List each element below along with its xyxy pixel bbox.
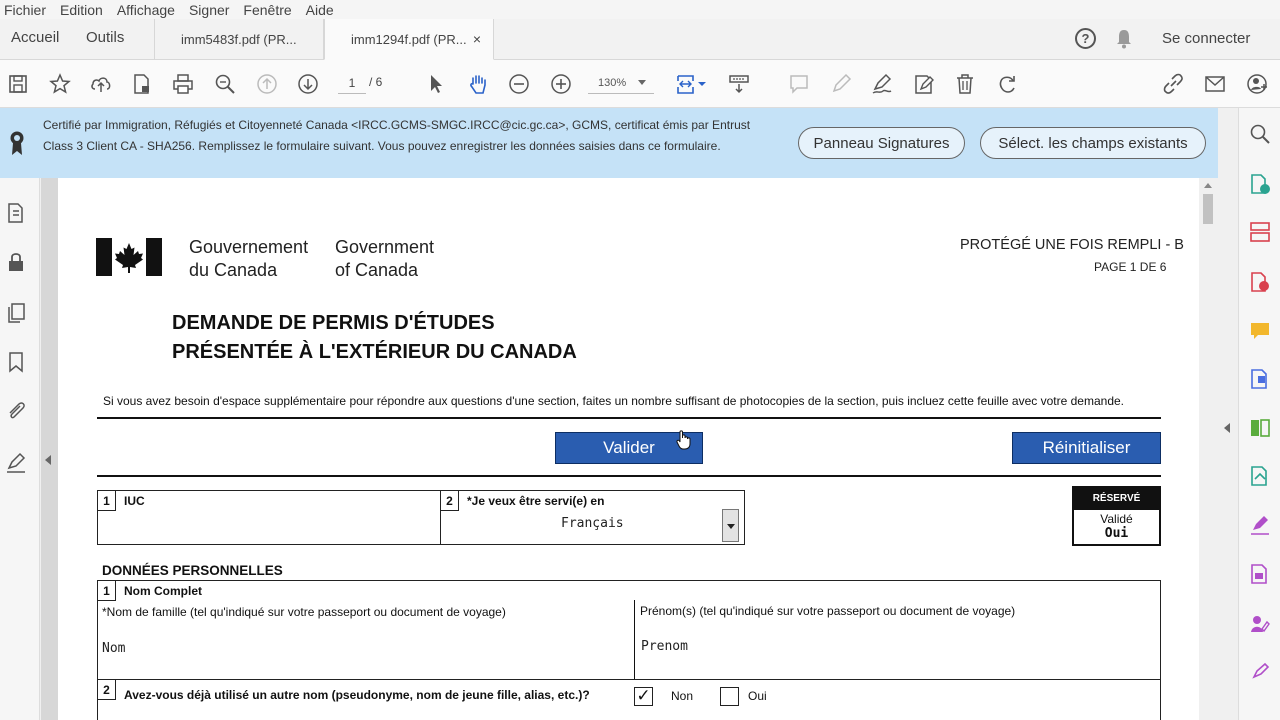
scroll-up-icon[interactable] (1204, 183, 1212, 188)
tab-document-2-label: imm1294f.pdf (PR... (351, 31, 467, 47)
yes-label: Oui (748, 689, 767, 703)
hand-cursor-icon (676, 430, 692, 450)
select-existing-fields-button[interactable]: Sélect. les champs existants (980, 127, 1206, 159)
menu-window[interactable]: Fenêtre (243, 1, 292, 18)
signature-panel-button[interactable]: Panneau Signatures (798, 127, 965, 159)
surname-input[interactable]: Nom (102, 641, 126, 656)
service-language-label: *Je veux être servi(e) en (467, 494, 605, 508)
tab-document-1-label: imm5483f.pdf (PR... (181, 32, 297, 47)
bookmark-icon[interactable] (5, 351, 27, 373)
mail-icon[interactable] (1203, 72, 1227, 96)
menu-file[interactable]: Fichier (4, 1, 47, 18)
government-name-fr (189, 236, 308, 282)
menu-help[interactable]: Aide (305, 1, 334, 18)
tab-bar (0, 19, 1280, 60)
menu-view[interactable]: Affichage (116, 1, 175, 18)
hand-tool-icon[interactable] (466, 72, 490, 96)
page-thumbnails-icon[interactable] (5, 302, 27, 324)
star-icon[interactable] (48, 72, 72, 96)
scroll-mode-icon[interactable] (727, 72, 751, 96)
reserved-heading: RÉSERVÉ (1074, 488, 1159, 510)
full-name-label: Nom Complet (124, 584, 202, 598)
compare-files-icon[interactable] (1249, 417, 1271, 439)
section-heading-personal: DONNÉES PERSONNELLES (102, 563, 283, 578)
next-page-icon[interactable] (296, 72, 320, 96)
other-name-question: Avez-vous déjà utilisé un autre nom (pseudonyme, nom de jeune fille, alias, etc.)? (124, 688, 590, 702)
zoom-in-icon[interactable] (549, 72, 573, 96)
rotate-icon[interactable] (995, 72, 1019, 96)
language-dropdown-button[interactable] (722, 509, 739, 542)
gov-fr-line2: du Canada (189, 260, 278, 280)
field-number: 2 (98, 680, 116, 700)
no-checkbox[interactable]: ✓ (634, 687, 653, 706)
chevron-down-icon[interactable] (697, 72, 707, 96)
close-tab-icon[interactable]: × (472, 31, 481, 47)
certificate-bar (0, 108, 1218, 178)
previous-page-icon[interactable] (255, 72, 279, 96)
certificate-message: Certifié par Immigration, Réfugiés et Citoyenneté Canada <IRCC.GCMS-SMGC.IRCC@cic.gc.ca>, GCMS, certificat émis par Entrust Class 3 Client CA - SHA256. Remplissez le formulaire suivant. Vous pouvez enregistrer les données saisies dans ce formulaire. (43, 118, 751, 153)
field-number: 1 (98, 491, 116, 511)
divider (97, 475, 1161, 477)
organize-pages-icon[interactable] (1249, 221, 1271, 243)
create-pdf-icon[interactable] (1249, 271, 1271, 293)
reserved-box (1072, 486, 1161, 546)
search-zoom-icon[interactable] (213, 72, 237, 96)
reset-button[interactable]: Réinitialiser (1012, 432, 1161, 464)
page-fit-icon[interactable] (674, 72, 698, 96)
cloud-upload-icon[interactable] (89, 72, 113, 96)
edit-pdf-icon[interactable] (1249, 368, 1271, 390)
full-name-section (97, 580, 1161, 680)
zoom-select[interactable] (588, 72, 654, 94)
zoom-out-icon[interactable] (507, 72, 531, 96)
document-tools-icon[interactable] (5, 202, 27, 224)
page-count-label: PAGE 1 DE 6 (1094, 260, 1167, 274)
sign-icon[interactable] (870, 72, 894, 96)
print-icon[interactable] (171, 72, 195, 96)
comment-tool-icon[interactable] (1249, 320, 1271, 342)
chevron-down-icon (638, 80, 646, 85)
chevron-down-icon (727, 524, 735, 529)
help-icon[interactable]: ? (1075, 28, 1096, 49)
search-icon[interactable] (1249, 123, 1271, 145)
file-lock-icon[interactable] (130, 72, 154, 96)
gov-en-line1: Government (335, 237, 435, 257)
fill-sign-icon[interactable] (912, 72, 936, 96)
toolbar (0, 60, 1280, 108)
form-title-line2: PRÉSENTÉE À L'EXTÉRIEUR DU CANADA (172, 341, 577, 363)
gov-fr-line1: Gouvernement (189, 237, 309, 257)
pen-icon[interactable] (829, 72, 853, 96)
yes-checkbox[interactable] (720, 687, 739, 706)
uci-field[interactable] (97, 490, 441, 545)
certificate-ribbon-icon (9, 130, 25, 156)
share-file-icon[interactable] (1249, 465, 1271, 487)
field-number: 1 (98, 581, 116, 601)
given-name-label: Prénom(s) (tel qu'indiqué sur votre passeport ou document de voyage) (640, 604, 1016, 618)
export-pdf-icon[interactable] (1249, 173, 1271, 195)
expand-right-panel-icon[interactable] (1224, 423, 1230, 433)
signature-panel-icon[interactable] (5, 452, 27, 474)
vertical-scrollbar[interactable] (1199, 178, 1218, 720)
paperclip-icon[interactable] (5, 400, 27, 422)
tab-home[interactable]: Accueil (11, 29, 60, 46)
pointer-icon[interactable] (423, 72, 447, 96)
form-title (172, 309, 577, 367)
page-number-input[interactable]: 1 (338, 72, 366, 94)
lock-icon[interactable] (5, 251, 27, 273)
tab-document-2[interactable] (324, 19, 494, 60)
menu-sign[interactable]: Signer (188, 1, 230, 18)
right-tools-panel (1238, 108, 1280, 720)
bell-icon[interactable] (1115, 29, 1133, 49)
page-total: / 6 (369, 75, 383, 89)
intro-text: Si vous avez besoin d'espace supplémentaire pour répondre aux questions d'une section, faites un nombre suffisant de photocopies de la section, puis incluez cette feuille avec votre demande. (103, 394, 1124, 408)
left-navigation-panel (0, 108, 40, 720)
expand-left-panel-icon[interactable] (45, 455, 51, 465)
service-language-value[interactable]: Français (561, 516, 624, 531)
no-label: Non (671, 689, 694, 703)
divider (97, 417, 1161, 419)
send-for-signature-icon[interactable] (1249, 613, 1271, 635)
gov-en-line2: of Canada (335, 260, 419, 280)
uci-label: IUC (124, 494, 145, 508)
protected-label: PROTÉGÉ UNE FOIS REMPLI - B (960, 237, 1184, 253)
validated-value: Oui (1104, 526, 1129, 541)
tab-document-1[interactable] (154, 19, 324, 60)
field-number: 2 (441, 491, 459, 511)
government-name-en (335, 236, 434, 282)
link-icon[interactable] (1161, 72, 1185, 96)
sign-in-link[interactable]: Se connecter (1162, 30, 1251, 47)
menu-edit[interactable]: Edition (60, 1, 103, 18)
trash-icon[interactable] (953, 72, 977, 96)
tab-tools[interactable]: Outils (86, 29, 125, 46)
canada-flag-logo (96, 238, 162, 276)
given-name-input[interactable]: Prenom (641, 639, 688, 654)
menu-bar (0, 0, 1280, 19)
share-user-icon[interactable] (1245, 72, 1269, 96)
prepare-form-icon[interactable] (1249, 563, 1271, 585)
comment-icon[interactable] (787, 72, 811, 96)
validate-button[interactable]: Valider (555, 432, 703, 464)
form-title-line1: DEMANDE DE PERMIS D'ÉTUDES (172, 312, 495, 334)
fill-sign-tool-icon[interactable] (1249, 514, 1271, 536)
surname-label: *Nom de famille (tel qu'indiqué sur votre passeport ou document de voyage) (102, 605, 506, 619)
validated-label: Validé (1100, 512, 1133, 526)
divider (634, 600, 635, 680)
scroll-thumb[interactable] (1203, 194, 1213, 224)
more-tools-icon[interactable] (1249, 661, 1271, 683)
zoom-value: 130% (598, 77, 627, 89)
save-icon[interactable] (6, 72, 30, 96)
